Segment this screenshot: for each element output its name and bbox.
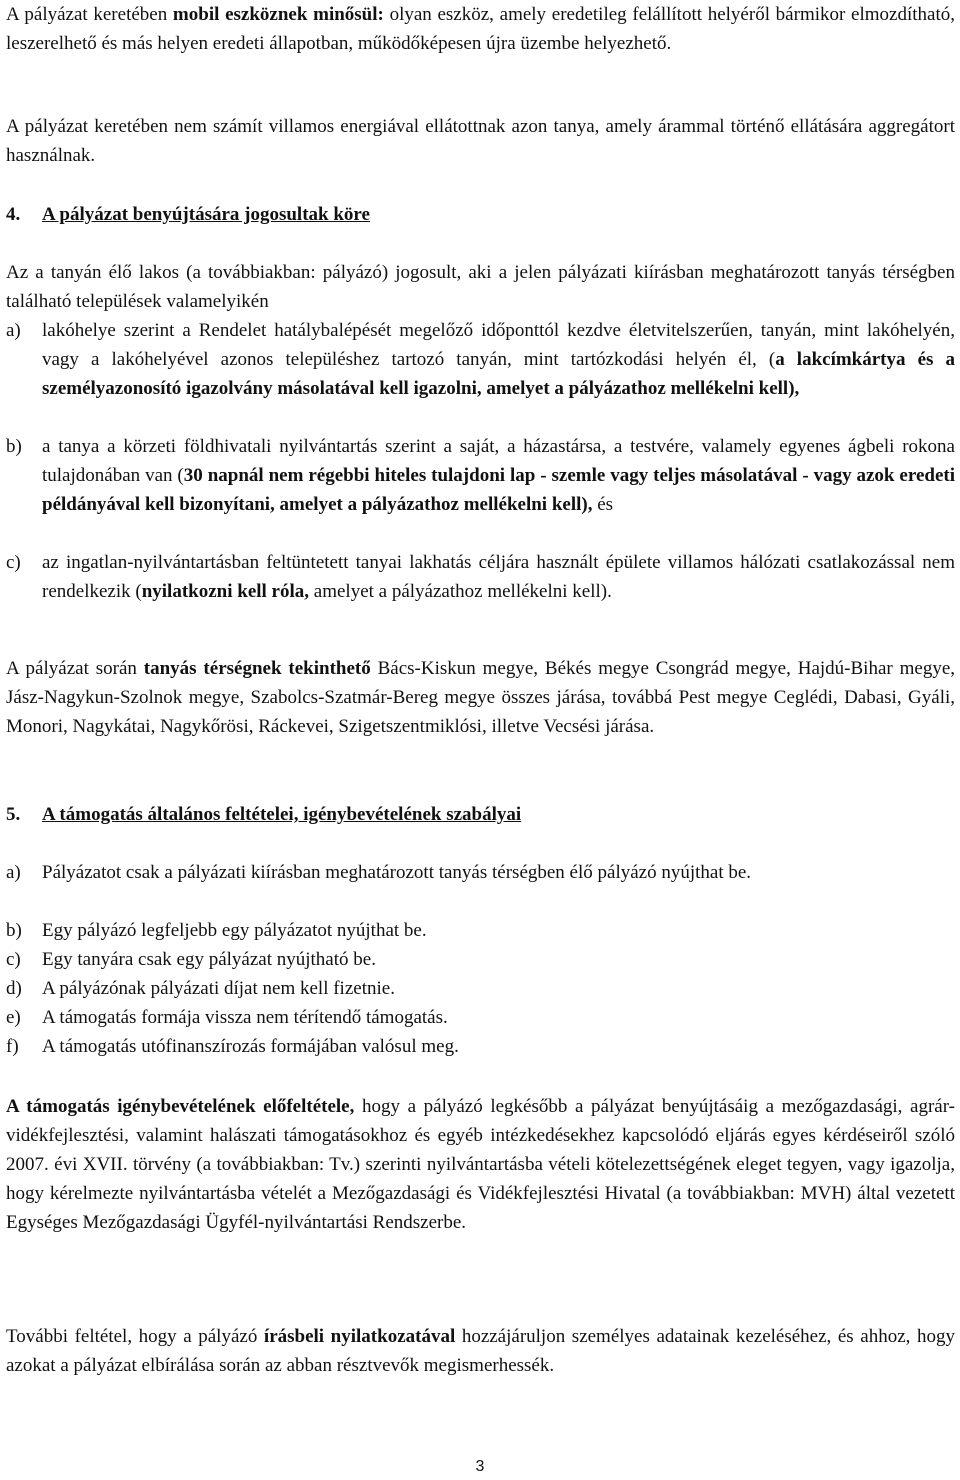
section-title: A pályázat benyújtására jogosultak köre <box>42 204 370 225</box>
item-text: Pályázatot csak a pályázati kiírásban meghatározott tanyás térségben élő pályázó nyújthat be. <box>42 862 752 883</box>
bold-term: mobil eszköznek minősül: <box>172 4 384 25</box>
precondition-paragraph: A támogatás igénybevételének előfeltétele, hogy a pályázó legkésőbb a pályázat benyújtásáig a mezőgazdasági, agrár-vidékfejlesztési, valamint halászati támogatásokhoz és egyéb intézkedésekhez kapcsolódó eljárás egyes kérdéseiről szóló 2007. évi XVII. törvény (a továbbiakban: Tv.) szerinti nyilvántartásba vételi kötelezettségének eleget tegyen, vagy igazolja, hogy kérelmezte nyilvántartásba vételét a Mezőgazdasági és Vidékfejlesztési Hivatal (a továbbiakban: MVH) által vezetett Egységes Mezőgazdasági Ügyfél-nyilvántartási Rendszerbe. <box>6 1096 955 1233</box>
section-5-heading <box>6 800 521 829</box>
section-number: 5. <box>6 804 21 825</box>
bold-term: A támogatás igénybevételének előfeltétele, <box>6 1096 355 1117</box>
item-text: lakóhelye szerint a Rendelet hatálybalépését megelőző időponttól kezdve életvitelszerűen, tanyán, mint lakóhelyén, vagy a lakóhelyével azonos településhez tartozó tanyán, mint tartózkodási helyén él, (a lakcímkártya és a személyazonosító igazolvány másolatával kell igazolni, amelyet a pályázathoz mellékelni kell), <box>42 320 955 399</box>
condition-item-f <box>6 1032 955 1061</box>
item-label: d) <box>6 978 22 999</box>
item-label: e) <box>6 1007 21 1028</box>
condition-item-a <box>6 858 955 887</box>
condition-item-d <box>6 974 955 1003</box>
item-label: a) <box>6 862 21 883</box>
aggregator-paragraph: A pályázat keretében nem számít villamos energiával ellátottnak azon tanya, amely árammal történő ellátására aggregátort használnak. <box>6 116 955 166</box>
condition-item-e <box>6 1003 955 1032</box>
item-text: A támogatás formája vissza nem térítendő támogatás. <box>42 1007 448 1028</box>
eligibility-lead: Az a tanyán élő lakos (a továbbiakban: pályázó) jogosult, aki a jelen pályázati kiírásban meghatározott tanyás térségben található települések valamelyikén <box>6 262 955 312</box>
section-4-heading <box>6 200 370 229</box>
further-condition-paragraph: További feltétel, hogy a pályázó írásbeli nyilatkozatával hozzájáruljon személyes adatainak kezeléséhez, és ahhoz, hogy azokat a pályázat elbírálása során az abban résztvevők megismerhessék. <box>6 1326 955 1376</box>
item-text: Egy pályázó legfeljebb egy pályázatot nyújthat be. <box>42 920 427 941</box>
eligibility-item-b <box>6 432 955 519</box>
text-span: A pályázat keretében <box>6 4 173 25</box>
item-text: A támogatás utófinanszírozás formájában valósul meg. <box>42 1036 459 1057</box>
eligibility-item-c <box>6 548 955 606</box>
item-label: f) <box>6 1036 19 1057</box>
text-span: olyan eszköz, amely eredetileg felállított helyéről bármikor elmozdítható, leszerelhető és más helyen eredeti állapotban, működőképesen újra üzembe helyezhető. <box>6 4 955 54</box>
eligibility-item-a <box>6 316 955 403</box>
condition-item-c <box>6 945 955 974</box>
item-label: a) <box>6 320 21 341</box>
region-paragraph: A pályázat során tanyás térségnek tekinthető Bács-Kiskun megye, Békés megye Csongrád megye, Hajdú-Bihar megye, Jász-Nagykun-Szolnok megye, Szabolcs-Szatmár-Bereg megye összes járása, továbbá Pest megye Ceglédi, Dabasi, Gyáli, Monori, Nagykátai, Nagykőrösi, Ráckevei, Szigetszentmiklósi, illetve Vecsési járása. <box>6 658 955 737</box>
page-number: 3 <box>475 1458 485 1475</box>
item-text: az ingatlan-nyilvántartásban feltüntetett tanyai lakhatás céljára használt épülete villamos hálózati csatlakozással nem rendelkezik (nyilatkozni kell róla, amelyet a pályázathoz mellékelni kell). <box>42 552 955 602</box>
item-label: b) <box>6 920 22 941</box>
item-label: c) <box>6 949 21 970</box>
mobile-device-paragraph <box>6 0 955 58</box>
bold-term: tanyás térségnek tekinthető <box>143 658 371 679</box>
section-number: 4. <box>6 204 21 225</box>
item-text: a tanya a körzeti földhivatali nyilvántartás szerint a saját, a házastársa, a testvére, valamely egyenes ágbeli rokona tulajdonában van (30 napnál nem régebbi hiteles tulajdoni lap - szemle vagy teljes másolatával - vagy azok eredeti példányával kell bizonyítani, amelyet a pályázathoz mellékelni kell), és <box>42 436 955 515</box>
section-title: A támogatás általános feltételei, igénybevételének szabályai <box>42 804 522 825</box>
item-text: Egy tanyára csak egy pályázat nyújtható be. <box>42 949 376 970</box>
item-label: c) <box>6 552 21 573</box>
item-text: A pályázónak pályázati díjat nem kell fizetnie. <box>42 978 395 999</box>
bold-term: írásbeli nyilatkozatával <box>263 1326 456 1347</box>
condition-item-b <box>6 916 955 945</box>
item-label: b) <box>6 436 22 457</box>
